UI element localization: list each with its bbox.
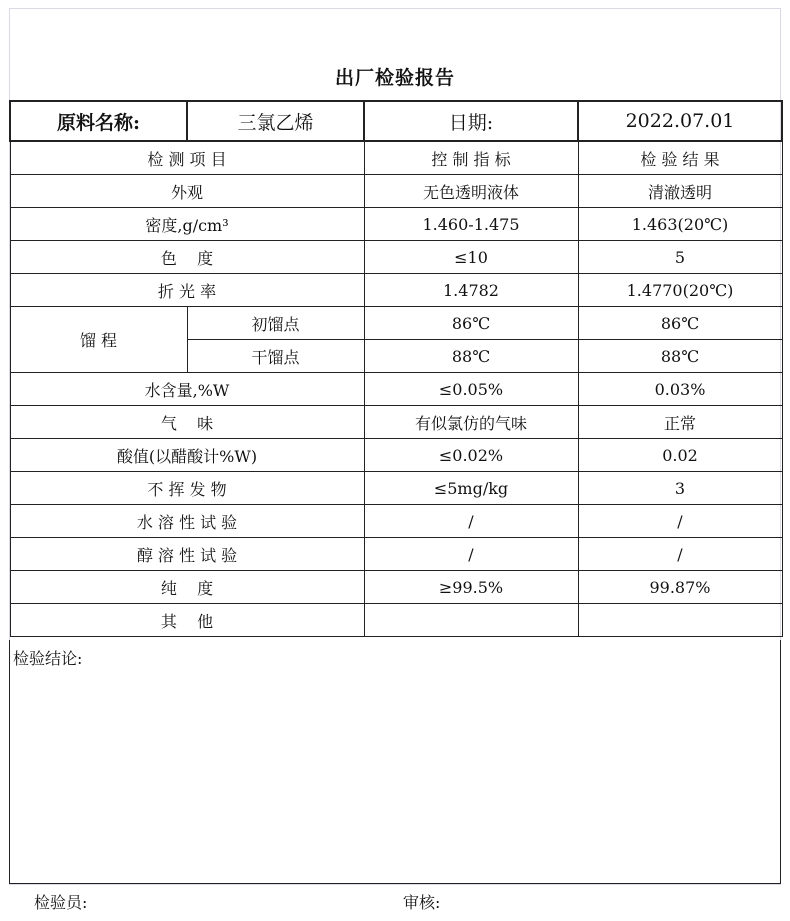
row-result: 清澈透明 xyxy=(578,175,782,208)
date-label: 日期: xyxy=(364,101,578,141)
row-spec xyxy=(364,604,578,637)
row-spec: 1.460-1.475 xyxy=(364,208,578,241)
row-item: 初馏点 xyxy=(187,307,364,340)
table-row xyxy=(10,604,782,637)
row-item: 干馏点 xyxy=(187,340,364,373)
table-row xyxy=(10,406,782,439)
inspection-table xyxy=(9,100,783,637)
table-row xyxy=(10,571,782,604)
row-spec: ≤10 xyxy=(364,241,578,274)
column-item: 检 测 项 目 xyxy=(10,141,364,175)
table-row xyxy=(10,274,782,307)
column-spec: 控 制 指 标 xyxy=(364,141,578,175)
row-result: 1.4770(20℃) xyxy=(578,274,782,307)
column-result: 检 验 结 果 xyxy=(578,141,782,175)
row-item: 气 味 xyxy=(10,406,364,439)
row-result: 99.87% xyxy=(578,571,782,604)
conclusion-label: 检验结论: xyxy=(13,649,83,668)
row-item: 水含量,%W xyxy=(10,373,364,406)
row-result: 正常 xyxy=(578,406,782,439)
table-row xyxy=(10,538,782,571)
row-result: 5 xyxy=(578,241,782,274)
row-item: 酸值(以醋酸计%W) xyxy=(10,439,364,472)
row-spec: ≤5mg/kg xyxy=(364,472,578,505)
distillation-label: 馏 程 xyxy=(10,307,187,373)
reviewer-label: 审核: xyxy=(403,893,441,912)
row-spec: 88℃ xyxy=(364,340,578,373)
material-label: 原料名称: xyxy=(10,101,187,141)
conclusion-box xyxy=(9,640,781,884)
table-row xyxy=(10,208,782,241)
column-header-row xyxy=(10,141,782,175)
row-spec: ≥99.5% xyxy=(364,571,578,604)
row-item: 折 光 率 xyxy=(10,274,364,307)
row-spec: 无色透明液体 xyxy=(364,175,578,208)
row-item: 色 度 xyxy=(10,241,364,274)
table-row xyxy=(10,472,782,505)
row-result: 0.03% xyxy=(578,373,782,406)
header-row xyxy=(10,101,782,141)
row-result: 86℃ xyxy=(578,307,782,340)
table-row xyxy=(10,241,782,274)
row-spec: 1.4782 xyxy=(364,274,578,307)
material-value: 三氯乙烯 xyxy=(187,101,364,141)
row-result: 1.463(20℃) xyxy=(578,208,782,241)
table-row xyxy=(10,175,782,208)
row-item: 不 挥 发 物 xyxy=(10,472,364,505)
row-spec: / xyxy=(364,505,578,538)
row-spec: / xyxy=(364,538,578,571)
table-row xyxy=(10,505,782,538)
row-item: 外观 xyxy=(10,175,364,208)
row-spec: ≤0.02% xyxy=(364,439,578,472)
table-row xyxy=(10,439,782,472)
row-item: 纯 度 xyxy=(10,571,364,604)
date-value: 2022.07.01 xyxy=(578,101,782,141)
row-item: 水 溶 性 试 验 xyxy=(10,505,364,538)
row-result: / xyxy=(578,505,782,538)
row-result: / xyxy=(578,538,782,571)
row-item: 其 他 xyxy=(10,604,364,637)
row-result: 3 xyxy=(578,472,782,505)
table-row xyxy=(10,373,782,406)
row-result xyxy=(578,604,782,637)
row-result: 0.02 xyxy=(578,439,782,472)
report-title: 出厂检验报告 xyxy=(334,67,455,89)
row-result: 88℃ xyxy=(578,340,782,373)
row-item: 醇 溶 性 试 验 xyxy=(10,538,364,571)
row-spec: ≤0.05% xyxy=(364,373,578,406)
row-spec: 有似氯仿的气味 xyxy=(364,406,578,439)
table-row xyxy=(10,307,782,340)
row-spec: 86℃ xyxy=(364,307,578,340)
row-item: 密度,g/cm³ xyxy=(10,208,364,241)
inspector-label: 检验员: xyxy=(34,893,88,912)
